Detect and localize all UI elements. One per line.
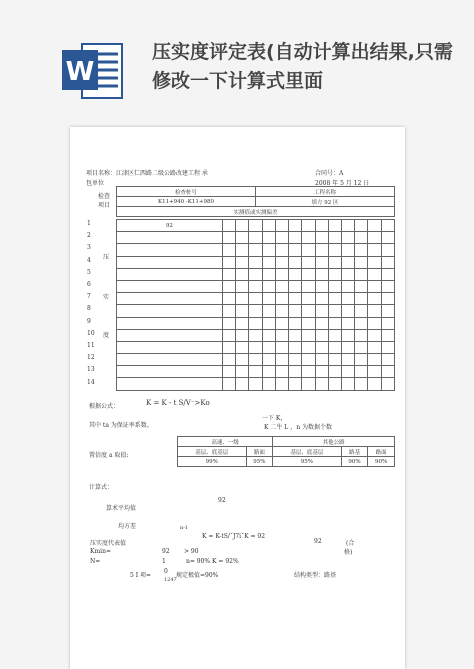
pass-note: (合 — [346, 540, 355, 547]
row-number: 11 — [87, 342, 95, 349]
grid-cell — [302, 293, 315, 305]
grid-cell — [249, 366, 262, 378]
grid-cell — [249, 305, 262, 317]
grid-cell — [368, 329, 381, 341]
grid-cell — [368, 366, 381, 378]
subhead-base-1: 基层、底基层 — [178, 447, 247, 457]
grid-cell — [222, 256, 235, 268]
group-other-roads: 其他公路 — [273, 437, 395, 447]
grid-cell — [381, 305, 394, 317]
grid-cell — [381, 341, 394, 353]
value-surface-2: 90% — [368, 457, 395, 467]
grid-cell — [222, 244, 235, 256]
grid-row — [117, 220, 395, 232]
grid-cell — [117, 244, 223, 256]
grid-cell — [315, 280, 328, 292]
grid-cell — [117, 293, 223, 305]
std-label: 均方差 — [118, 523, 137, 530]
grid-cell — [275, 317, 288, 329]
grid-cell — [328, 378, 341, 390]
grid-cell — [368, 256, 381, 268]
grid-cell — [222, 366, 235, 378]
line5-index: 1247 — [164, 577, 177, 583]
grid-cell — [342, 378, 355, 390]
k-note-1: 一下 K， — [262, 415, 287, 422]
station-column-header: 检查桩号 — [117, 187, 256, 197]
grid-cell — [289, 354, 302, 366]
grid-cell — [275, 232, 288, 244]
grid-cell — [249, 317, 262, 329]
page-title: 压实度评定表(自动计算出结果,只需修改一下计算式里面 — [152, 41, 453, 92]
grid-cell — [289, 378, 302, 390]
grid-cell — [275, 329, 288, 341]
report-date: 2008 年 5 月 12 日 — [315, 180, 370, 187]
grid-cell — [249, 220, 262, 232]
word-document-icon — [62, 38, 124, 102]
grid-cell — [355, 366, 368, 378]
grid-cell — [275, 268, 288, 280]
grid-cell — [315, 354, 328, 366]
grid-cell — [355, 256, 368, 268]
grid-cell — [328, 366, 341, 378]
grid-cell — [117, 268, 223, 280]
grid-cell — [117, 317, 223, 329]
k-note-2: K 二牛 L ，n 为数据个数 — [264, 424, 332, 431]
grid-cell — [381, 293, 394, 305]
n-label: N= — [90, 558, 101, 565]
grid-cell — [249, 341, 262, 353]
grid-cell — [236, 305, 249, 317]
grid-cell — [249, 256, 262, 268]
n-value: 1 — [162, 558, 166, 565]
grid-cell — [236, 244, 249, 256]
value-base-1: 99% — [178, 457, 247, 467]
grid-cell — [302, 366, 315, 378]
value-subgrade: 90% — [341, 457, 368, 467]
n-minus-one: n-1 — [180, 525, 189, 531]
grid-cell — [381, 366, 394, 378]
representative-value: 92 — [314, 538, 322, 545]
grid-cell — [368, 354, 381, 366]
grid-cell — [302, 268, 315, 280]
grid-cell — [222, 354, 235, 366]
grid-cell — [342, 329, 355, 341]
grid-cell — [368, 378, 381, 390]
specified-limit: 规定极值=90% — [176, 572, 219, 579]
grid-cell — [328, 280, 341, 292]
grid-cell — [342, 268, 355, 280]
side-char-ya: 压 — [103, 254, 110, 261]
grid-row — [117, 341, 395, 353]
grid-cell — [302, 220, 315, 232]
project-column-header: 工程名称 — [256, 187, 395, 197]
grid-row — [117, 317, 395, 329]
group-highway: 高速、一级 — [178, 437, 273, 447]
grid-cell — [315, 293, 328, 305]
row-number: 10 — [87, 329, 95, 337]
grid-cell — [368, 280, 381, 292]
page-header — [0, 0, 474, 115]
grid-cell — [355, 354, 368, 366]
grid-cell — [222, 280, 235, 292]
grid-cell — [117, 378, 223, 390]
grid-cell — [262, 256, 275, 268]
grid-row — [117, 256, 395, 268]
grid-cell — [222, 305, 235, 317]
grid-cell — [328, 256, 341, 268]
grid-cell — [289, 256, 302, 268]
grid-cell — [302, 354, 315, 366]
pass-note-2: 格) — [344, 549, 353, 556]
grid-cell — [236, 293, 249, 305]
grid-cell — [381, 244, 394, 256]
grid-cell — [275, 378, 288, 390]
grid-cell — [342, 354, 355, 366]
grid-cell — [302, 256, 315, 268]
grid-cell — [236, 317, 249, 329]
grid-cell — [262, 305, 275, 317]
grid-cell — [262, 268, 275, 280]
grid-cell — [381, 268, 394, 280]
grid-cell — [302, 317, 315, 329]
grid-cell — [315, 256, 328, 268]
grid-cell — [236, 232, 249, 244]
ta-label: 其中 ta 为保证率系数。 — [89, 422, 153, 429]
grid-cell — [315, 244, 328, 256]
contractor-label: 包单位 — [86, 180, 105, 187]
grid-cell — [381, 378, 394, 390]
grid-cell — [117, 280, 223, 292]
grid-cell — [368, 232, 381, 244]
calc-label: 计算式： — [89, 484, 114, 491]
grid-cell — [315, 341, 328, 353]
representative-formula: K = K-tS/ˇJ7iˇK = 92 — [202, 533, 266, 540]
grid-cell — [355, 317, 368, 329]
grid-cell — [289, 244, 302, 256]
grid-cell — [342, 317, 355, 329]
grid-cell — [328, 220, 341, 232]
grid-cell — [117, 366, 223, 378]
grid-cell — [275, 341, 288, 353]
grid-cell — [289, 268, 302, 280]
structure-type: 结构类型：路基 — [294, 572, 337, 579]
n-percent-formula: n= 90% K = 92% — [186, 558, 239, 565]
confidence-table — [177, 436, 395, 467]
grid-row — [117, 232, 395, 244]
grid-cell — [342, 305, 355, 317]
grid-cell — [381, 329, 394, 341]
grid-cell — [249, 268, 262, 280]
grid-row — [117, 244, 395, 256]
grid-cell — [342, 232, 355, 244]
grid-row — [117, 329, 395, 341]
grid-cell — [328, 232, 341, 244]
grid-cell — [289, 232, 302, 244]
grid-cell — [222, 220, 235, 232]
grid-cell — [315, 305, 328, 317]
grid-cell — [222, 293, 235, 305]
grid-cell — [342, 280, 355, 292]
grid-cell — [368, 305, 381, 317]
grid-cell — [289, 341, 302, 353]
grid-cell — [328, 268, 341, 280]
grid-cell — [381, 220, 394, 232]
row-number: 14 — [87, 378, 95, 386]
grid-cell — [328, 244, 341, 256]
grid-cell — [342, 244, 355, 256]
grid-cell — [368, 268, 381, 280]
grid-cell — [236, 329, 249, 341]
grid-cell — [249, 232, 262, 244]
grid-cell — [342, 256, 355, 268]
grid-cell — [355, 280, 368, 292]
grid-cell — [236, 378, 249, 390]
grid-cell — [328, 341, 341, 353]
grid-row — [117, 268, 395, 280]
grid-cell — [249, 244, 262, 256]
grid-cell — [328, 329, 341, 341]
grid-row — [117, 280, 395, 292]
grid-cell — [236, 354, 249, 366]
grid-cell — [249, 378, 262, 390]
grid-cell — [262, 317, 275, 329]
grid-cell — [355, 293, 368, 305]
line5-label: 5 I 项= — [130, 572, 152, 579]
grid-cell — [262, 341, 275, 353]
subhead-surface-1: 路面 — [246, 447, 273, 457]
svg-text:W: W — [65, 57, 95, 87]
row-number: 9 — [87, 317, 91, 325]
grid-row — [117, 293, 395, 305]
row-number: 1 — [87, 220, 91, 227]
grid-cell — [222, 329, 235, 341]
subhead-subgrade: 路基 — [341, 447, 368, 457]
grid-cell — [355, 329, 368, 341]
side-char-shi: 实 — [103, 294, 110, 301]
grid-cell — [302, 329, 315, 341]
grid-cell — [262, 293, 275, 305]
row-number: 13 — [87, 366, 95, 374]
subhead-base-2: 基层、底基层 — [273, 447, 342, 457]
mean-label: 算术平均值 — [106, 505, 137, 512]
line5-zero: 0 — [164, 568, 168, 575]
grid-cell — [315, 329, 328, 341]
grid-row — [117, 305, 395, 317]
grid-cell — [117, 354, 223, 366]
grid-cell — [381, 232, 394, 244]
grid-cell — [289, 305, 302, 317]
grid-cell — [222, 232, 235, 244]
grid-cell — [328, 305, 341, 317]
grid-cell — [236, 220, 249, 232]
grid-cell — [302, 305, 315, 317]
grid-cell — [275, 220, 288, 232]
inspection-header-table — [116, 186, 395, 217]
row-number: 4 — [87, 256, 91, 264]
grid-cell — [381, 317, 394, 329]
grid-cell — [249, 293, 262, 305]
grid-cell — [302, 280, 315, 292]
subhead-surface-2: 路面 — [368, 447, 395, 457]
row-number: 7 — [87, 293, 91, 301]
value-base-2: 95% — [273, 457, 342, 467]
grid-cell — [236, 366, 249, 378]
mean-value: 92 — [218, 497, 226, 504]
grid-cell — [315, 378, 328, 390]
grid-cell — [328, 293, 341, 305]
grid-cell — [289, 329, 302, 341]
grid-cell: 92 — [117, 220, 223, 232]
grid-cell — [262, 378, 275, 390]
value-surface-1: 95% — [246, 457, 273, 467]
grid-cell — [381, 256, 394, 268]
grid-cell — [262, 354, 275, 366]
grid-cell — [315, 268, 328, 280]
grid-cell — [315, 232, 328, 244]
grid-cell — [368, 293, 381, 305]
grid-cell — [262, 244, 275, 256]
grid-cell — [262, 220, 275, 232]
grid-cell — [368, 341, 381, 353]
grid-cell — [381, 354, 394, 366]
contract-number: 合同号：A — [315, 170, 344, 177]
measured-values-header: 实测值或实测偏差 — [117, 207, 395, 217]
grid-cell — [262, 329, 275, 341]
grid-cell — [222, 341, 235, 353]
grid-cell — [262, 366, 275, 378]
grid-cell — [342, 220, 355, 232]
grid-cell — [236, 268, 249, 280]
grid-cell — [222, 378, 235, 390]
grid-cell — [315, 220, 328, 232]
grid-cell — [117, 341, 223, 353]
grid-cell — [262, 232, 275, 244]
measurement-grid — [116, 219, 395, 391]
grid-cell — [355, 220, 368, 232]
grid-cell — [355, 305, 368, 317]
grid-cell — [275, 354, 288, 366]
grid-cell — [315, 317, 328, 329]
grid-cell — [342, 341, 355, 353]
side-char-du: 度 — [103, 332, 110, 339]
grid-cell — [117, 232, 223, 244]
grid-cell — [289, 220, 302, 232]
grid-cell — [368, 244, 381, 256]
row-number: 2 — [87, 232, 91, 240]
grid-cell — [222, 268, 235, 280]
grid-cell — [368, 317, 381, 329]
grid-cell — [275, 366, 288, 378]
grid-cell — [342, 293, 355, 305]
grid-cell — [302, 341, 315, 353]
project-label: 项目名称：江津区仁西路二级公路改建工程 承 — [86, 170, 208, 177]
grid-cell — [355, 341, 368, 353]
grid-cell — [222, 317, 235, 329]
grid-cell — [236, 256, 249, 268]
grid-cell — [289, 293, 302, 305]
document-page — [70, 127, 405, 669]
grid-cell — [328, 354, 341, 366]
greater-than-90: > 90 — [184, 548, 199, 555]
row-number: 6 — [87, 281, 91, 288]
grid-cell — [249, 280, 262, 292]
grid-cell — [249, 329, 262, 341]
grid-cell — [275, 244, 288, 256]
grid-cell — [117, 305, 223, 317]
station-value: K11+940 -K11+980 — [117, 197, 256, 207]
grid-cell — [355, 244, 368, 256]
grid-cell — [249, 354, 262, 366]
kmin-value: 92 — [162, 548, 170, 555]
confidence-label: 置信度 a 取值: — [89, 452, 129, 459]
grid-cell — [289, 366, 302, 378]
grid-cell — [289, 317, 302, 329]
grid-cell — [355, 268, 368, 280]
grid-cell — [275, 280, 288, 292]
grid-row — [117, 366, 395, 378]
grid-cell — [328, 317, 341, 329]
grid-cell — [342, 366, 355, 378]
grid-row — [117, 378, 395, 390]
grid-cell — [117, 329, 223, 341]
grid-cell — [302, 244, 315, 256]
grid-cell — [368, 220, 381, 232]
representative-label: 压实度代表值 — [90, 540, 127, 547]
grid-cell — [262, 280, 275, 292]
grid-cell — [275, 293, 288, 305]
grid-cell — [117, 256, 223, 268]
grid-cell — [315, 366, 328, 378]
grid-cell — [275, 256, 288, 268]
grid-cell — [289, 280, 302, 292]
row-number: 8 — [87, 305, 91, 313]
grid-cell — [236, 280, 249, 292]
grid-cell — [302, 232, 315, 244]
fill-zone-value: 填方 92 区 — [256, 197, 395, 207]
row-number: 5 — [87, 268, 91, 276]
formula-expression: K = K - t S/V⁻>Ko — [146, 399, 210, 407]
grid-cell — [302, 378, 315, 390]
grid-cell — [381, 280, 394, 292]
grid-cell — [355, 378, 368, 390]
row-number: 3 — [87, 244, 91, 252]
row-number: 12 — [87, 354, 95, 362]
grid-row — [117, 354, 395, 366]
kmin-label: Kmin= — [90, 548, 111, 555]
inspect-label: 检查 — [98, 193, 111, 200]
grid-cell — [355, 232, 368, 244]
grid-cell — [236, 341, 249, 353]
grid-cell — [275, 305, 288, 317]
item-label: 项目 — [98, 202, 111, 209]
formula-label: 根据公式： — [89, 403, 120, 410]
